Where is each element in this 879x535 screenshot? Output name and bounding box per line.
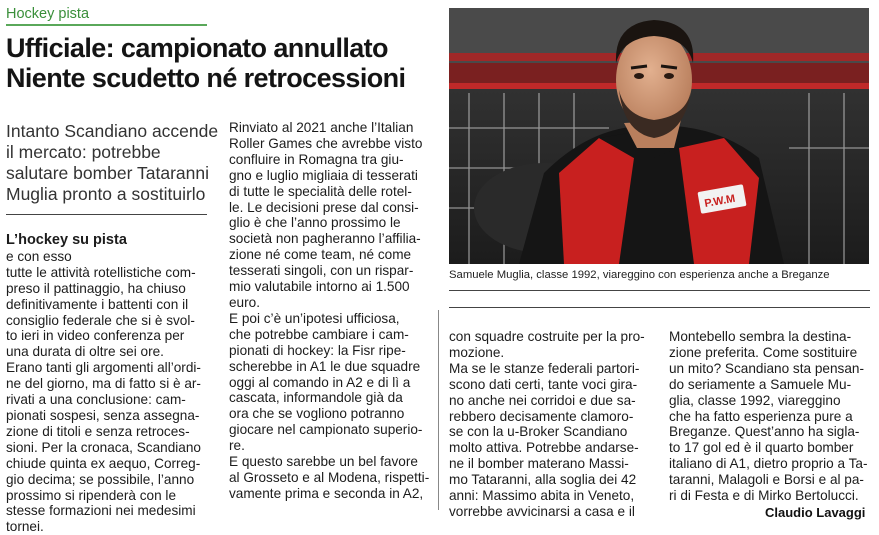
section-label: Hockey pista [6,6,90,22]
text-line: glio è che l’anno prossimo le [229,215,401,231]
text-line: anni: Massimo abita in Veneto, [449,488,635,504]
author-byline: Claudio Lavaggi [765,505,866,520]
text-line: tornei. [6,519,44,535]
text-line: no anche nei corridoi e due sa- [449,392,636,408]
text-line: Erano tanti gli argomenti all’ordi- [6,360,201,376]
text-line: glia, classe 1992, viareggino [669,392,841,408]
text-line: che potrebbe cambiare i cam- [229,326,409,342]
text-line: ora che se vogliono potranno [229,406,405,422]
text-line: vamente prima e seconda in A2, [229,485,424,501]
text-line: scono dati certi, tante voci gira- [449,376,638,392]
text-line: un mito? Scandiano sta pensan- [669,360,864,376]
text-line: consiglio federale che si è svol- [6,312,195,328]
text-line: taranni, Malagoli e Borsi e al pa- [669,472,864,488]
text-line: preso il pattinaggio, ha chiuso [6,280,186,296]
text-line: se con la u-Broker Scandiano [449,424,628,440]
article-column-2 [229,120,431,502]
first-line [6,232,211,265]
text-line: Ma se le stanze federali partori- [449,360,640,376]
text-line: Breganze. Quest’anno ha sigla- [669,424,860,440]
text-line: stesse formazioni nei medesimi [6,503,196,519]
text-line: le. Le decisioni prese dal consi- [229,199,419,215]
text-line: giocare nel campionato superio- [229,422,423,438]
text-line: tutte le attività rotellistiche com- [6,264,196,280]
text-line: tesserati singoli, con un rispar- [229,263,414,279]
subheadline-line: il mercato: potrebbe [6,142,161,162]
subheadline-line: salutare bomber Tataranni [6,163,209,183]
text-line: ri di Festa e di Mirko Bertolucci. [669,488,859,504]
text-line: scherebbe in A1 le due squadre [229,358,421,374]
text-line: e con esso [6,248,72,264]
article-column-4 [669,329,874,504]
text-line: mozione. [449,344,505,360]
text-line: vorrebbe avvicinarsi a casa e il [449,503,635,519]
text-line: zione né come team, né come [229,247,412,263]
text-line: di tutte le specialità delle rotel- [229,183,412,199]
caption-rule [449,307,870,308]
text-line: prossimo si ripenderà con le [6,487,177,503]
text-line: definitivamente i battenti con il [6,296,189,312]
text-line: che ha fatto esperienza pure a [669,408,853,424]
text-line: re. [229,438,245,454]
player-photo [449,8,869,264]
subheadline-rule [6,214,207,215]
article-column-3 [449,329,654,520]
caption-rule [449,290,870,291]
text-line: ne il bomber materano Massi- [449,456,629,472]
jersey-sponsor-text: P.W.M [703,192,737,211]
text-line: con squadre costruite per la pro- [449,329,645,344]
subheadline-line: Intanto Scandiano accende [6,121,219,141]
column-divider [438,310,439,510]
photo-caption: Samuele Muglia, classe 1992, viareggino con esperienza anche a Breganze [449,269,830,281]
text-line: euro. [229,294,260,310]
text-line: mio valutabile intorno ai 1.500 [229,279,410,295]
text-line: confluire in Romagna tra giu- [229,151,404,167]
text-line: Rinviato al 2021 anche l’Italian [229,120,414,135]
headline-line: Ufficiale: campionato annullato [6,33,388,63]
text-line: zione di titoli e senza retroces- [6,423,190,439]
text-line: molto attiva. Potrebbe andarse- [449,440,639,456]
headline-line: Niente scudetto né retrocessioni [6,63,406,93]
text-line: Roller Games che avrebbe visto [229,135,423,151]
text-line: una durata di oltre sei ore. [6,344,164,360]
text-line: zione preferita. Come sostituire [669,344,858,360]
text-line: gio decima; se possibile, l’anno [6,471,195,487]
text-line: pionati sospesi, senza assegna- [6,407,200,423]
text-line: E poi c’è un’ipotesi ufficiosa, [229,310,400,326]
text-line: italiano di A1, dietro proprio a Ta- [669,456,868,472]
text-line: cascata, informandole già da [229,390,403,406]
headline [6,33,438,93]
text-line: to ieri in video conferenza per [6,328,185,344]
text-line: gno e luglio migliaia di tesserati [229,167,418,183]
text-line: E questo sarebbe un bel favore [229,454,418,470]
text-line: oggi al comando in A2 e di lì a [229,374,411,390]
player-photo-illustration [449,8,869,264]
text-line: sioni. Per la cronaca, Scandiano [6,439,201,455]
article-column-1 [6,232,211,535]
text-line: rivati a una conclusione: cam- [6,392,186,408]
subheadline [6,121,219,205]
text-line: al Grosseto e al Modena, rispetti- [229,469,430,485]
text-line: società non pagheranno l’affilia- [229,231,421,247]
text-line: rebbero decisamente clamoro- [449,408,634,424]
subheadline-line: Muglia pronto a sostituirlo [6,184,206,204]
text-line: mo Tataranni, alla soglia dei 42 [449,472,637,488]
text-line: Montebello sembra la destina- [669,329,852,344]
lead-in: L’hockey su pista [6,232,127,248]
section-rule [6,24,207,26]
text-line: to 17 gol ed è il quarto bomber [669,440,854,456]
text-line: chiude quinta ex aequo, Correg- [6,455,201,471]
text-line: do seriamente a Samuele Mu- [669,376,852,392]
text-line: pionati di hockey: la Fisr ripe- [229,342,406,358]
text-line: ne del giorno, ma di fatto si è ar- [6,376,201,392]
